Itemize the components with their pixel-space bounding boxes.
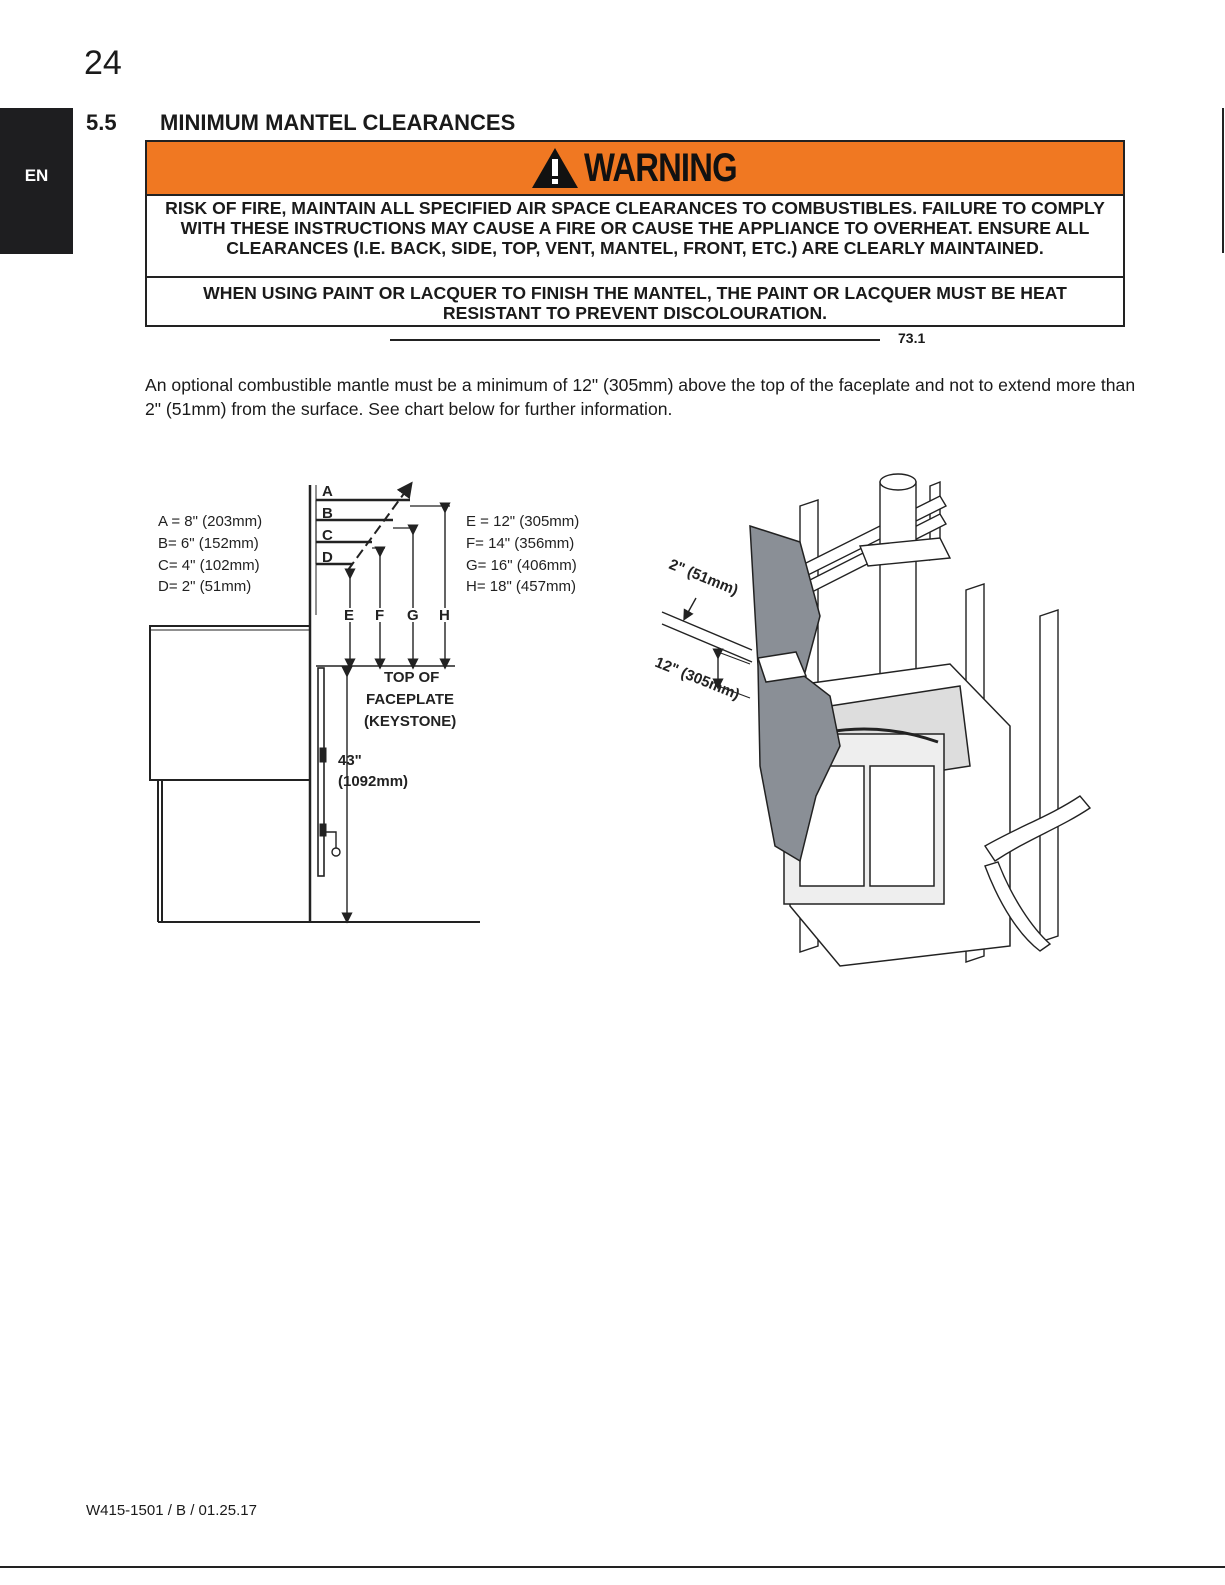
height-legend-f: F= 14" (356mm): [466, 535, 575, 552]
warning-code: 73.1: [898, 330, 926, 346]
depth-label: 2" (51mm): [666, 555, 741, 600]
depth-dimension-line: [662, 612, 752, 650]
faceplate-label-line1: TOP OF: [384, 669, 440, 686]
mantel-side-elevation-diagram: [140, 470, 610, 940]
height-letter-h: H: [439, 607, 450, 624]
depth-legend-c: C= 4" (102mm): [158, 557, 260, 574]
height-dimension-arrows: [350, 508, 445, 664]
faceplate-label-line2: FACEPLATE: [366, 691, 455, 708]
depth-legend-d: D= 2" (51mm): [158, 578, 252, 595]
fireplace-insert-side-view: [150, 626, 340, 922]
depth-letter-b: B: [322, 505, 333, 522]
language-tab-label: EN: [24, 166, 49, 185]
depth-legend-b: B= 6" (152mm): [158, 535, 259, 552]
depth-letter-a: A: [322, 483, 333, 500]
height-legend-h: H= 18" (457mm): [466, 578, 576, 595]
height-letter-g: G: [407, 607, 419, 624]
height-letter-e: E: [344, 607, 355, 624]
section-title: MINIMUM MANTEL CLEARANCES: [160, 110, 516, 135]
warning-text-secondary: WHEN USING PAINT OR LACQUER TO FINISH THE MANTEL, THE PAINT OR LACQUER MUST BE HEAT RESISTANT TO PREVENT DISCOLOURATION.: [203, 283, 1067, 323]
warning-text-primary: RISK OF FIRE, MAINTAIN ALL SPECIFIED AIR SPACE CLEARANCES TO COMBUSTIBLES. FAILURE TO COMPLY WITH THESE INSTRUCTIONS MAY CAUSE A FIRE OR CAUSE THE APPLIANCE TO OVERHEAT. ENSURE ALL CLEARANCES (I.E. BACK, SIDE, TOP, VENT, MANTEL, FRONT, ETC.) ARE CLEARLY MAINTAINED.: [147, 196, 1123, 278]
depth-letter-d: D: [322, 549, 333, 566]
floor-height-label: 43": [338, 752, 362, 769]
code-rule: [390, 339, 880, 341]
language-tab: [0, 108, 73, 254]
depth-legend-a: A = 8" (203mm): [158, 513, 263, 530]
page-number: 24: [84, 44, 122, 82]
document-code: W415-1501 / B / 01.25.17: [86, 1502, 257, 1519]
depth-letter-c: C: [322, 527, 333, 544]
floor-height-metric: (1092mm): [338, 773, 409, 790]
mantel-isometric-diagram: [640, 466, 1110, 986]
height-label: 12" (305mm): [652, 653, 742, 704]
height-legend-e: E = 12" (305mm): [466, 513, 580, 530]
warning-header: [147, 142, 1123, 196]
height-letter-f: F: [375, 607, 385, 624]
section-number: 5.5: [86, 110, 117, 135]
warning-triangle-icon: [530, 146, 580, 190]
height-legend-g: G= 16" (406mm): [466, 557, 577, 574]
warning-box: [145, 140, 1125, 327]
warning-heading: WARNING: [583, 145, 737, 190]
intro-paragraph: An optional combustible mantle must be a minimum of 12" (305mm) above the top of the faceplate and not to extend more than 2" (51mm) from the surface. See chart below for further information.: [145, 375, 1136, 419]
faceplate-label-line3: (KEYSTONE): [364, 713, 457, 730]
bottom-rule: [0, 1566, 1225, 1568]
margin-rule: [1222, 108, 1224, 253]
